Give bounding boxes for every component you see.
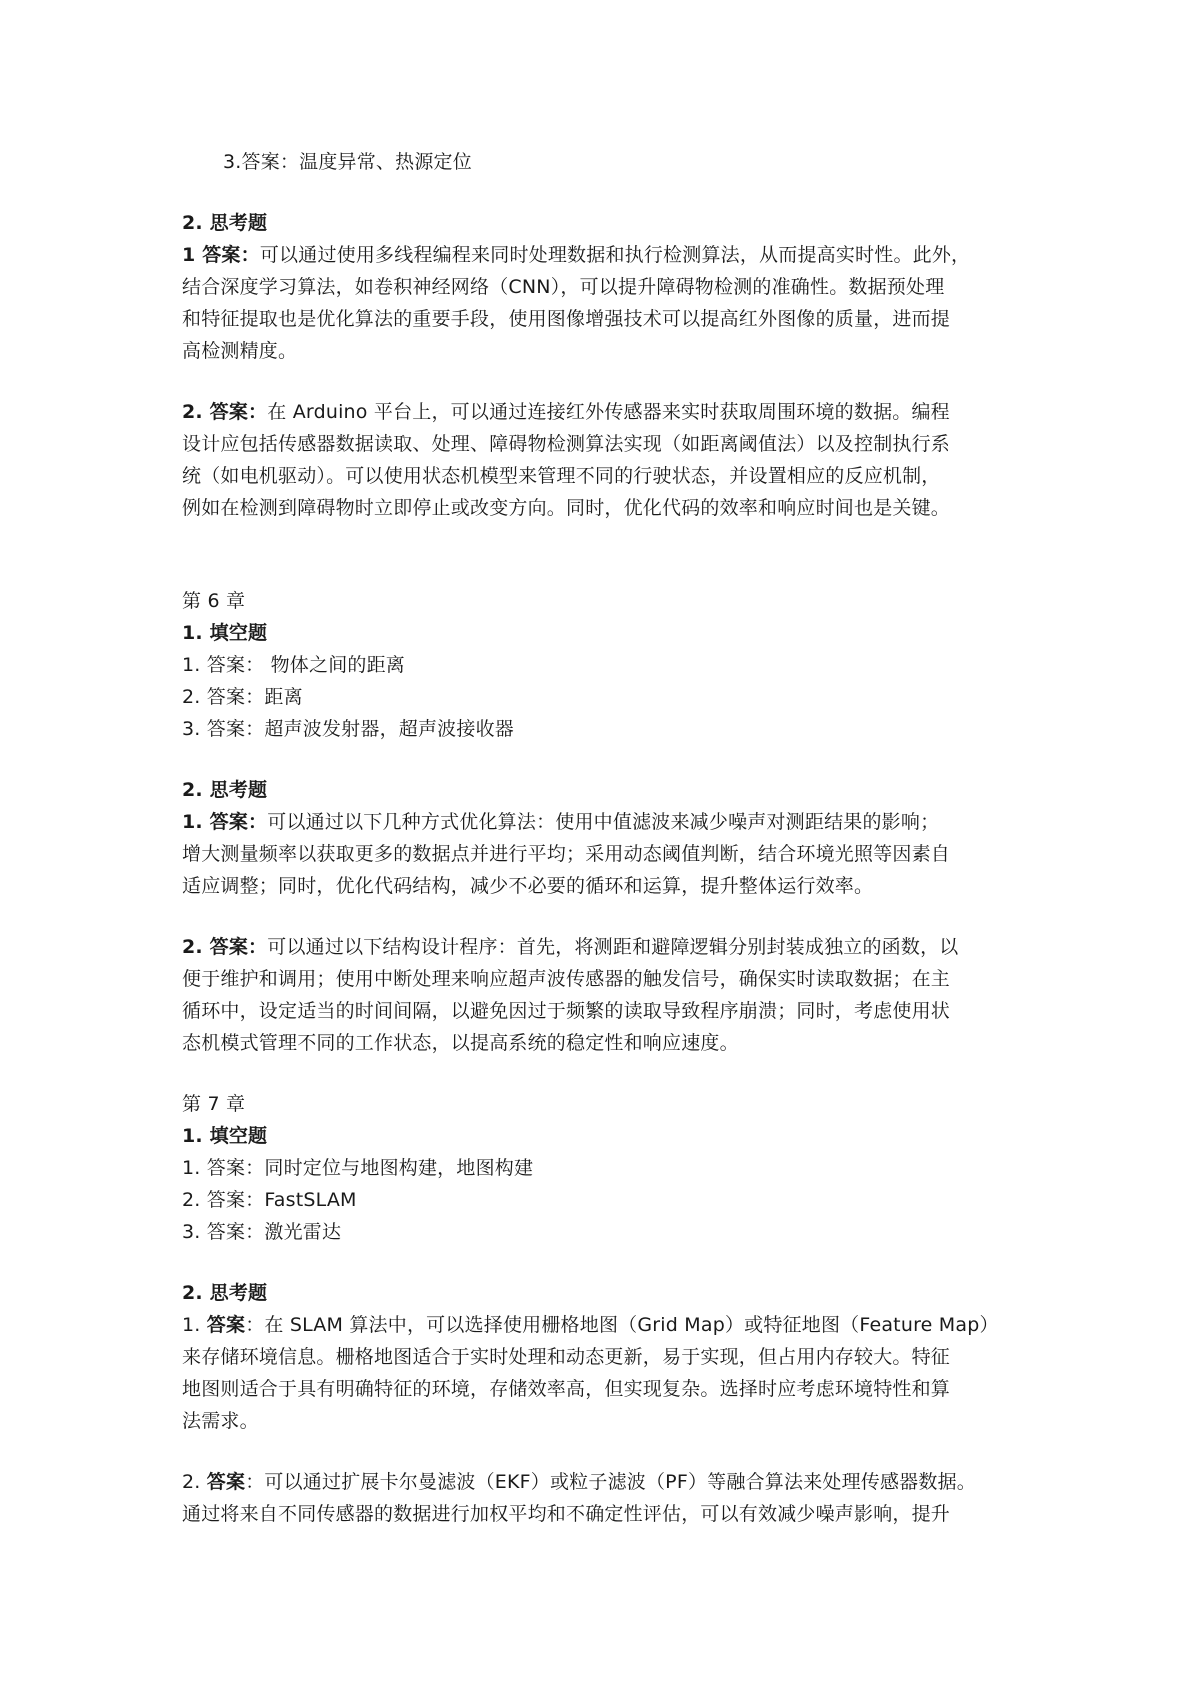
section-heading: 2. 思考题 <box>182 1282 268 1304</box>
section-heading: 1. 填空题 <box>182 622 268 644</box>
answer-number: 1. <box>182 1314 207 1336</box>
answer-line: 3.答案：温度异常、热源定位 <box>223 151 472 173</box>
answer-line: 1. 答案： 物体之间的距离 <box>182 654 406 676</box>
paragraph-line: 循环中，设定适当的时间间隔，以避免因过于频繁的读取导致程序崩溃；同时，考虑使用状 <box>182 1000 951 1022</box>
answer-line: 3. 答案：激光雷达 <box>182 1221 342 1243</box>
paragraph-line: 高检测精度。 <box>182 340 298 362</box>
answer-line: 3. 答案：超声波发射器，超声波接收器 <box>182 718 514 740</box>
answer-label: 2. 答案： <box>182 936 268 958</box>
answer-text: 在 Arduino 平台上，可以通过连接红外传感器来实时获取周围环境的数据。编程 <box>267 401 950 423</box>
paragraph-line <box>182 806 1022 838</box>
answer-label: 答案 <box>206 1471 246 1493</box>
paragraph-line: 增大测量频率以获取更多的数据点并进行平均；采用动态阈值判断，结合环境光照等因素自 <box>182 843 951 865</box>
answer-label: 1. 答案： <box>182 811 268 833</box>
paragraph-line: 设计应包括传感器数据读取、处理、障碍物检测算法实现（如距离阈值法）以及控制执行系 <box>182 433 951 455</box>
answer-label: 1 答案： <box>182 244 260 266</box>
paragraph-line: 结合深度学习算法，如卷积神经网络（CNN），可以提升障碍物检测的准确性。数据预处理 <box>182 276 945 298</box>
paragraph-line: 便于维护和调用；使用中断处理来响应超声波传感器的触发信号，确保实时读取数据；在主 <box>182 968 951 990</box>
answer-text: 可以通过使用多线程编程来同时处理数据和执行检测算法，从而提高实时性。此外， <box>259 244 971 266</box>
paragraph-line: 通过将来自不同传感器的数据进行加权平均和不确定性评估，可以有效减少噪声影响，提升 <box>182 1503 951 1525</box>
paragraph-line <box>182 931 1022 963</box>
section-heading: 1. 填空题 <box>182 1125 268 1147</box>
paragraph-line: 统（如电机驱动）。可以使用状态机模型来管理不同的行驶状态，并设置相应的反应机制， <box>182 465 941 487</box>
chapter-title: 第 6 章 <box>182 590 246 612</box>
paragraph-line: 态机模式管理不同的工作状态，以提高系统的稳定性和响应速度。 <box>182 1032 739 1054</box>
paragraph-line: 适应调整；同时，优化代码结构，减少不必要的循环和运算，提升整体运行效率。 <box>182 875 874 897</box>
answer-text: 可以通过以下几种方式优化算法：使用中值滤波来减少噪声对测距结果的影响； <box>267 811 940 833</box>
answer-line: 1. 答案：同时定位与地图构建，地图构建 <box>182 1157 534 1179</box>
paragraph-line <box>182 396 1022 428</box>
paragraph-line <box>182 1466 1022 1498</box>
paragraph-line: 法需求。 <box>182 1410 259 1432</box>
paragraph-line: 来存储环境信息。栅格地图适合于实时处理和动态更新，易于实现，但占用内存较大。特征 <box>182 1346 951 1368</box>
answer-line: 2. 答案：距离 <box>182 686 303 708</box>
paragraph-line: 和特征提取也是优化算法的重要手段，使用图像增强技术可以提高红外图像的质量，进而提 <box>182 308 951 330</box>
answer-text: ：可以通过扩展卡尔曼滤波（EKF）或粒子滤波（PF）等融合算法来处理传感器数据。 <box>245 1471 976 1493</box>
answer-label: 2. 答案： <box>182 401 268 423</box>
answer-number: 2. <box>182 1471 207 1493</box>
paragraph-line <box>182 239 1022 271</box>
paragraph-line: 例如在检测到障碍物时立即停止或改变方向。同时，优化代码的效率和响应时间也是关键。 <box>182 497 951 519</box>
paragraph-line: 地图则适合于具有明确特征的环境，存储效率高，但实现复杂。选择时应考虑环境特性和算 <box>182 1378 951 1400</box>
chapter-title: 第 7 章 <box>182 1093 246 1115</box>
answer-line: 2. 答案：FastSLAM <box>182 1189 357 1211</box>
paragraph-line <box>182 1309 1022 1341</box>
section-heading: 2. 思考题 <box>182 212 268 234</box>
answer-text: ：在 SLAM 算法中，可以选择使用栅格地图（Grid Map）或特征地图（Feature Map） <box>245 1314 999 1336</box>
answer-label: 答案 <box>206 1314 246 1336</box>
answer-text: 可以通过以下结构设计程序：首先，将测距和避障逻辑分别封装成独立的函数，以 <box>267 936 959 958</box>
section-heading: 2. 思考题 <box>182 779 268 801</box>
